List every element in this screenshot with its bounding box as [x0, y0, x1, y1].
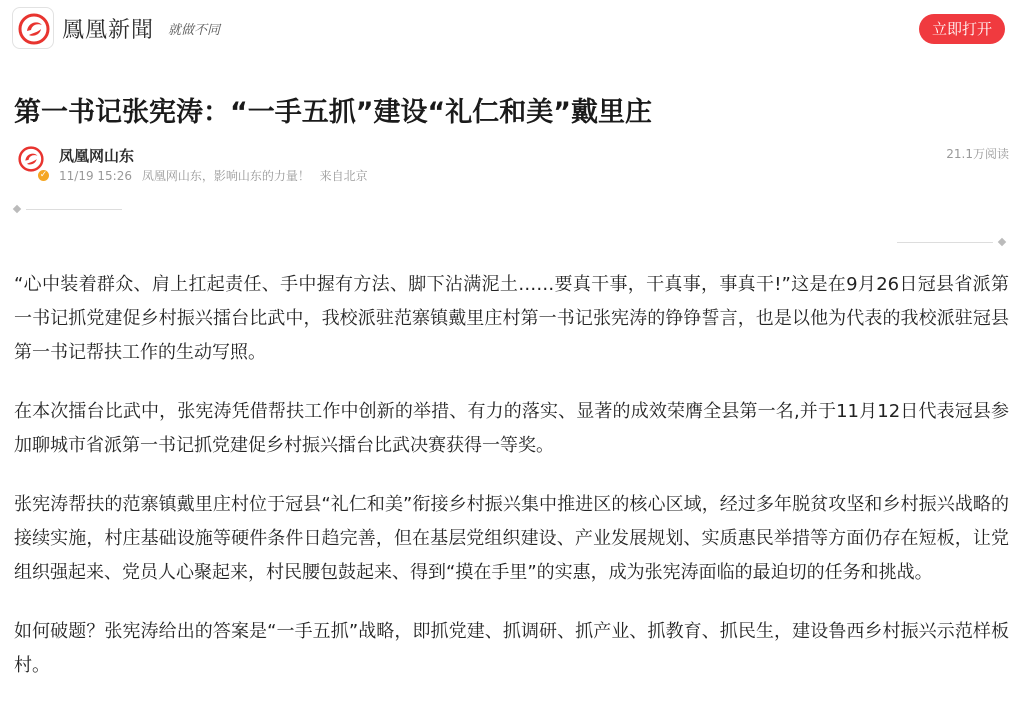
article-body	[14, 268, 1009, 708]
article-paragraph: 如何破题？张宪涛给出的答案是“一手五抓”战略，即抓党建、抓调研、抓产业、抓教育、抓民生，建设鲁西乡村振兴示范样板村。	[14, 621, 1009, 676]
brand-slogan: 就做不同	[168, 23, 221, 38]
read-count: 21.1万阅读	[946, 147, 1009, 161]
app-logo[interactable]	[12, 7, 54, 49]
divider-right	[897, 238, 1005, 246]
verified-badge-icon: ✓	[36, 168, 51, 183]
article-paragraph: 在本次擂台比武中，张宪涛凭借帮扶工作中创新的举措、有力的落实、显著的成效荣膺全县第一名,并于11月12日代表冠县参加聊城市省派第一书记抓党建促乡村振兴擂台比武决赛获得一等奖。	[14, 401, 1009, 456]
brand-name: 鳳凰新聞	[62, 18, 155, 43]
open-app-button[interactable]: 立即打开	[919, 14, 1005, 44]
author-info	[14, 143, 1009, 183]
article-source: 来自北京	[319, 169, 368, 183]
top-bar	[0, 0, 1023, 58]
article-meta	[59, 167, 374, 184]
article-paragraph: 张宪涛帮扶的范寨镇戴里庄村位于冠县“礼仁和美”衔接乡村振兴集中推进区的核心区域，经过多年脱贫攻坚和乡村振兴战略的接续实施，村庄基础设施等硬件条件日趋完善，但在基层党组织建设、产业发展规划、实质惠民举措等方面仍存在短板，让党组织强起来、党员人心聚起来，村民腰包鼓起来、得到“摸在手里”的实惠，成为张宪涛面临的最迫切的任务和挑战。	[14, 494, 1009, 583]
author-avatar[interactable]	[14, 146, 52, 184]
publish-time: 11/19 15:26	[59, 169, 132, 183]
author-name[interactable]: 凤凰网山东	[59, 147, 135, 165]
divider-left	[14, 205, 122, 213]
phoenix-logo-icon	[18, 13, 50, 45]
author-signature: 凤凰网山东，影响山东的力量！	[141, 169, 310, 183]
article-title: 第一书记张宪涛：“一手五抓”建设“礼仁和美”戴里庄	[14, 97, 652, 128]
diamond-icon	[13, 205, 21, 213]
article-paragraph: “心中装着群众、肩上扛起责任、手中握有方法、脚下沾满泥土……要真干事，干真事，事真干!”这是在9月26日冠县省派第一书记抓党建促乡村振兴擂台比武中，我校派驻范寨镇戴里庄村第一书记张宪涛的铮铮誓言，也是以他为代表的我校派驻冠县第一书记帮扶工作的生动写照。	[14, 274, 1009, 363]
diamond-icon	[998, 238, 1006, 246]
